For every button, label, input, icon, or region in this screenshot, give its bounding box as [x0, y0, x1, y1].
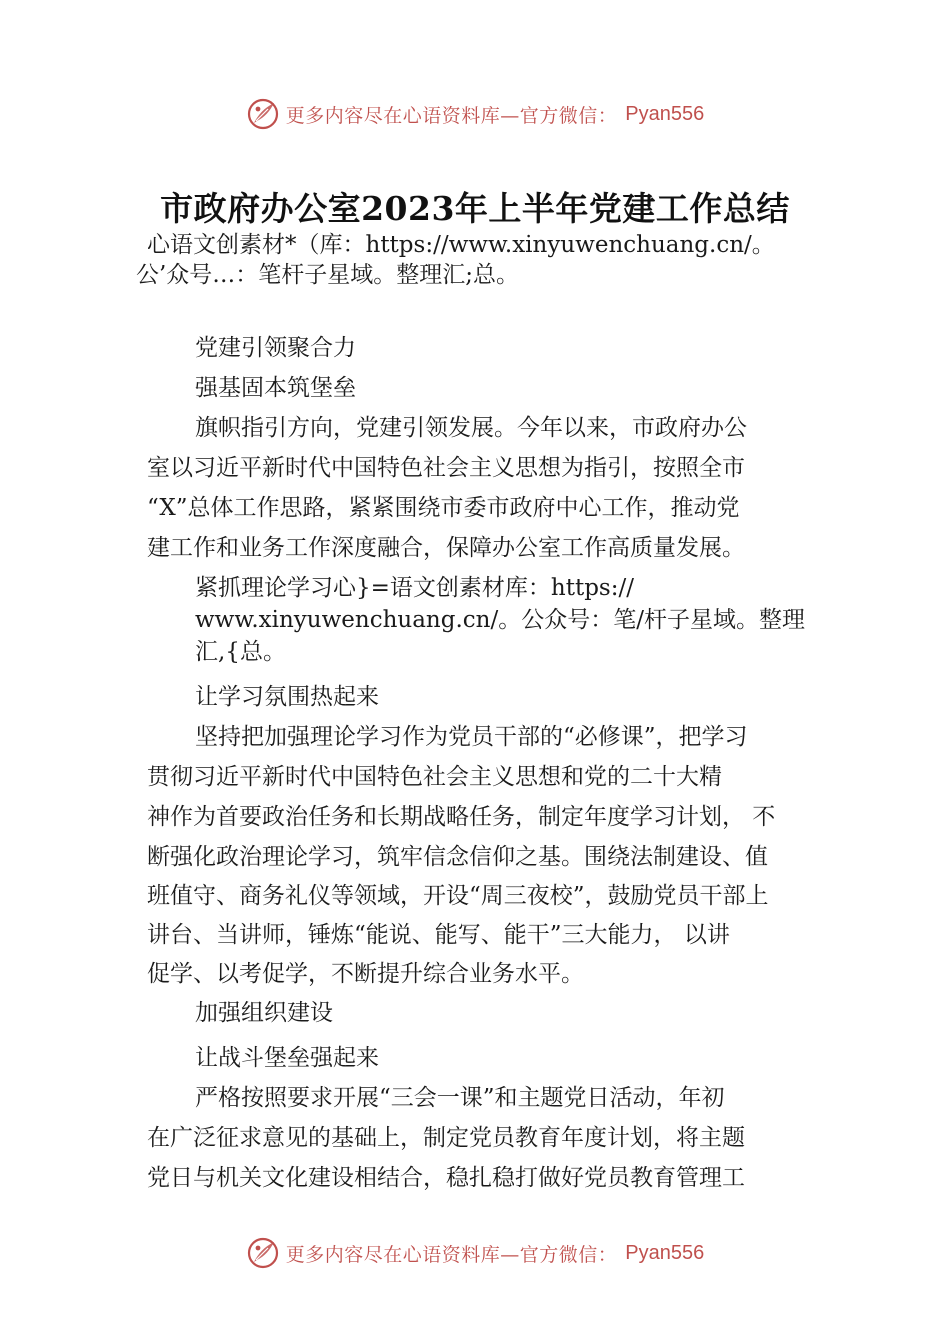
- paragraph-line: 在广泛征求意见的基础上，制定党员教育年度计划，将主题: [147, 1125, 745, 1151]
- section-subheading: 让学习氛围热起来: [195, 684, 379, 710]
- paragraph-line: 党日与机关文化建设相结合，稳扎稳打做好党员教育管理工: [147, 1165, 745, 1191]
- document-title: 市政府办公室2023年上半年党建工作总结: [160, 189, 790, 228]
- section-subheading: 强基固本筑堡垒: [195, 375, 356, 401]
- paragraph-line: 室以习近平新时代中国特色社会主义思想为指引，按照全市: [147, 455, 745, 481]
- footer-watermark: [0, 1233, 950, 1273]
- paragraph-line: 建工作和业务工作深度融合，保障办公室工作高质量发展。: [147, 535, 745, 561]
- paragraph-line: 讲台、当讲师，锤炼“能说、能写、能干”三大能力， 以讲: [147, 922, 730, 948]
- section-heading: www.xinyuwenchuang.cn/。公众号：笔/杆子星域。整理: [195, 607, 805, 633]
- section-heading: 党建引领聚合力: [195, 335, 356, 361]
- quill-seal-icon: [246, 97, 280, 131]
- watermark-wechat-id: Pyan556: [625, 1241, 705, 1264]
- paragraph-line: 贯彻习近平新时代中国特色社会主义思想和党的二十大精: [147, 764, 722, 790]
- watermark-text: 更多内容尽在心语资料库—官方微信：: [285, 1243, 618, 1266]
- source-line-1: 心语文创素材*（库：https://www.xinyuwenchuang.cn/。: [147, 232, 775, 258]
- section-subheading: 让战斗堡垒强起来: [195, 1045, 379, 1071]
- section-heading: 加强组织建设: [195, 1000, 333, 1026]
- quill-seal-icon: [246, 1236, 280, 1270]
- paragraph-line: 神作为首要政治任务和长期战略任务，制定年度学习计划， 不: [147, 804, 776, 830]
- header-watermark: [0, 94, 950, 134]
- paragraph-line: 促学、以考促学，不断提升综合业务水平。: [147, 961, 584, 987]
- paragraph-line: 断强化政治理论学习，筑牢信念信仰之基。围绕法制建设、值: [147, 844, 768, 870]
- paragraph-line: 班值守、商务礼仪等领域，开设“周三夜校”，鼓励党员干部上: [147, 883, 769, 909]
- source-line-2: 公’众号…：笔杆子星域。整理汇;总。: [136, 262, 520, 288]
- watermark-wechat-id: Pyan556: [625, 102, 705, 125]
- paragraph-line: “X”总体工作思路，紧紧围绕市委市政府中心工作，推动党: [147, 495, 740, 521]
- paragraph-line: 严格按照要求开展“三会一课”和主题党日活动，年初: [195, 1085, 725, 1111]
- paragraph-line: 旗帜指引方向，党建引领发展。今年以来，市政府办公: [195, 415, 747, 441]
- watermark-text: 更多内容尽在心语资料库—官方微信：: [285, 104, 618, 127]
- section-heading: 紧抓理论学习心}=语文创素材库：https://: [195, 575, 634, 601]
- section-heading: 汇,{总。: [195, 639, 286, 665]
- paragraph-line: 坚持把加强理论学习作为党员干部的“必修课”，把学习: [195, 724, 748, 750]
